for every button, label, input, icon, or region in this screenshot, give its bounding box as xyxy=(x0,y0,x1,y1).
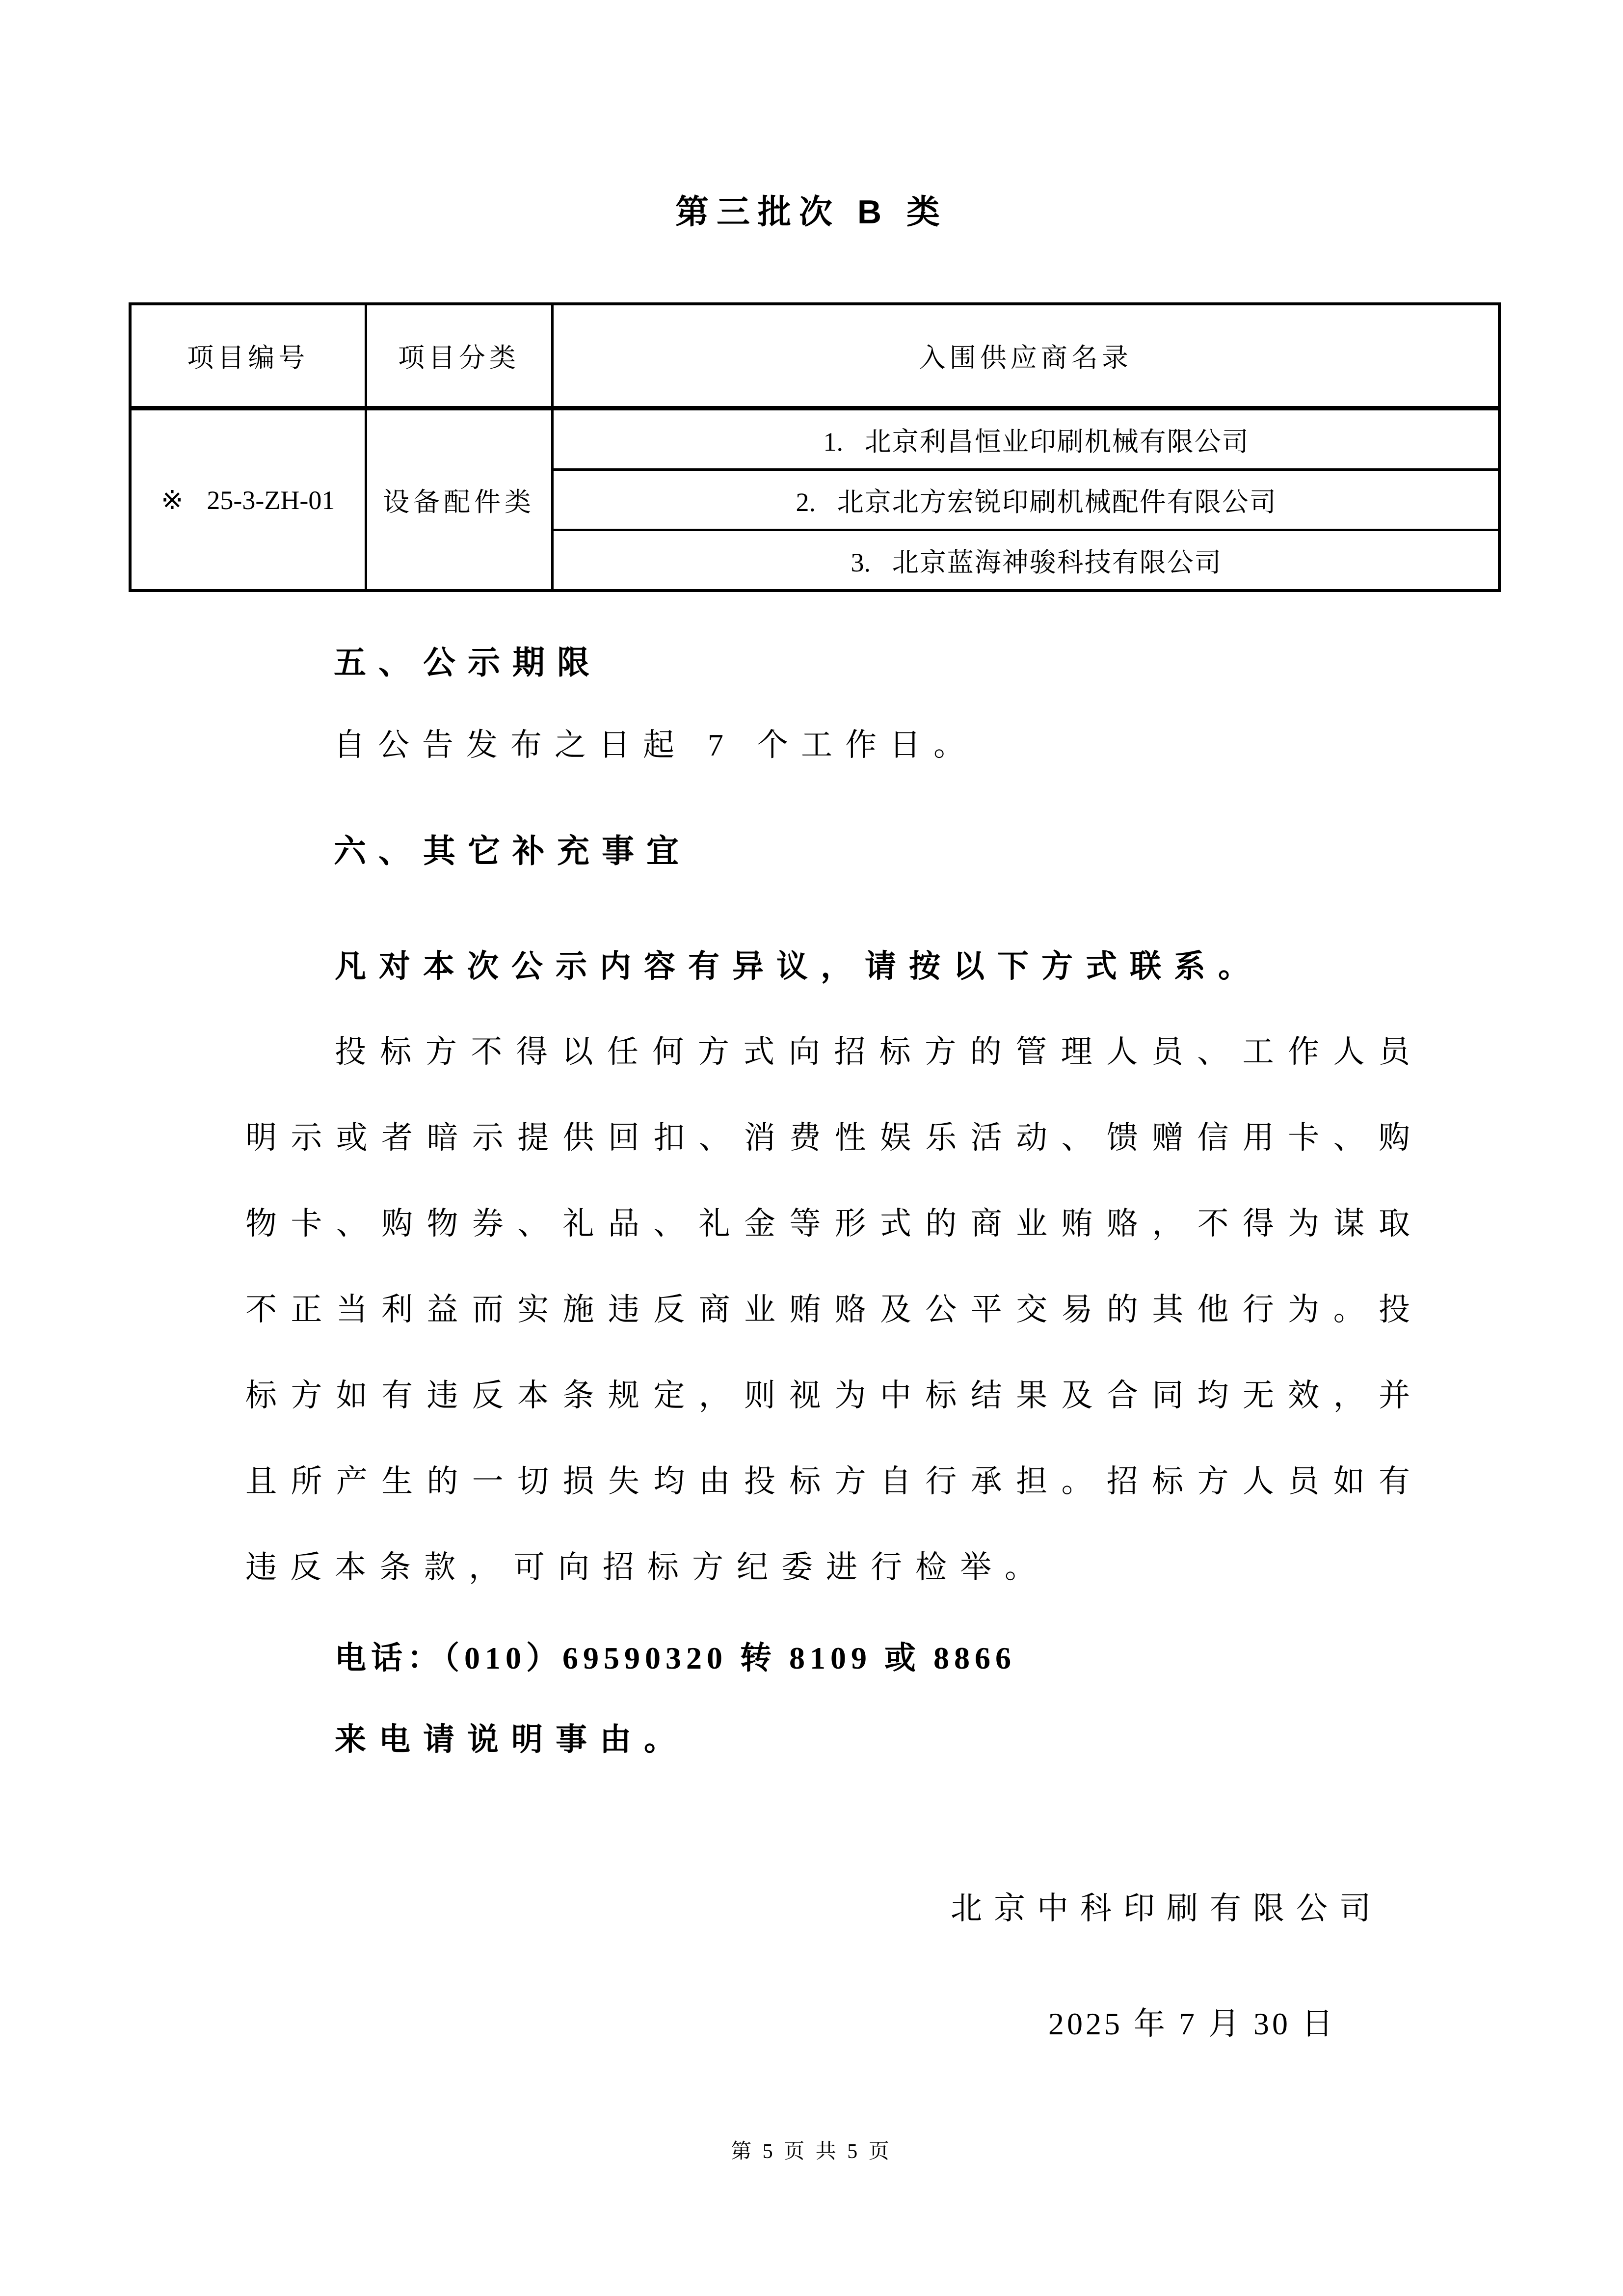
signature-company: 北京中科印刷有限公司 xyxy=(951,1891,1383,1926)
cell-supplier-1 xyxy=(552,408,1499,470)
section-5-body: 自公告发布之日起 7 个工作日。 xyxy=(334,728,978,762)
table-row xyxy=(130,408,1499,470)
page-title: 第三批次 B 类 xyxy=(675,193,948,231)
suppliers-table xyxy=(129,302,1501,592)
table-header-row xyxy=(130,304,1499,408)
section-6-heading: 六、其它补充事宜 xyxy=(334,833,691,869)
cell-project-no xyxy=(130,408,366,591)
cell-supplier-3 xyxy=(552,530,1499,591)
supplier-name: 北京利昌恒业印刷机械有限公司 xyxy=(864,427,1250,457)
col-header-category: 项目分类 xyxy=(366,304,552,408)
section-6-intro: 凡对本次公示内容有异议，请按以下方式联系。 xyxy=(335,948,1262,984)
project-code: 25-3-ZH-01 xyxy=(207,485,335,515)
phone-line: 电话：（010）69590320 转 8109 或 8866 xyxy=(335,1641,1016,1675)
supplier-index: 3. xyxy=(851,547,871,577)
supplier-index: 2. xyxy=(796,487,816,517)
section-5-heading: 五、公示期限 xyxy=(334,644,602,680)
supplier-name: 北京北方宏锐印刷机械配件有限公司 xyxy=(837,487,1277,517)
col-header-project-no: 项目编号 xyxy=(130,304,366,408)
supplier-index: 1. xyxy=(823,427,843,457)
col-header-suppliers: 入围供应商名录 xyxy=(552,304,1499,408)
reference-mark: ※ xyxy=(161,485,184,515)
signature-date: 2025 年 7 月 30 日 xyxy=(1048,2006,1336,2041)
page-number-footer: 第 5 页 共 5 页 xyxy=(731,2140,892,2163)
supplier-name: 北京蓝海神骏科技有限公司 xyxy=(892,547,1222,577)
cell-category: 设备配件类 xyxy=(366,408,552,591)
cell-supplier-2 xyxy=(552,470,1499,530)
phone-note: 来电请说明事由。 xyxy=(335,1722,688,1757)
section-6-paragraph: 投标方不得以任何方式向招标方的管理人员、工作人员明示或者暗示提供回扣、消费性娱乐活动、馈赠信用卡、购物卡、购物券、礼品、礼金等形式的商业贿赂，不得为谋取不正当利益而实施违反商业贿赂及公平交易的其他行为。投标方如有违反本条规定，则视为中标结果及合同均无效，并且所产生的一切损失均由投标方自行承担。招标方人员如有违反本条款，可向招标方纪委进行检举。 xyxy=(245,1034,1423,1585)
